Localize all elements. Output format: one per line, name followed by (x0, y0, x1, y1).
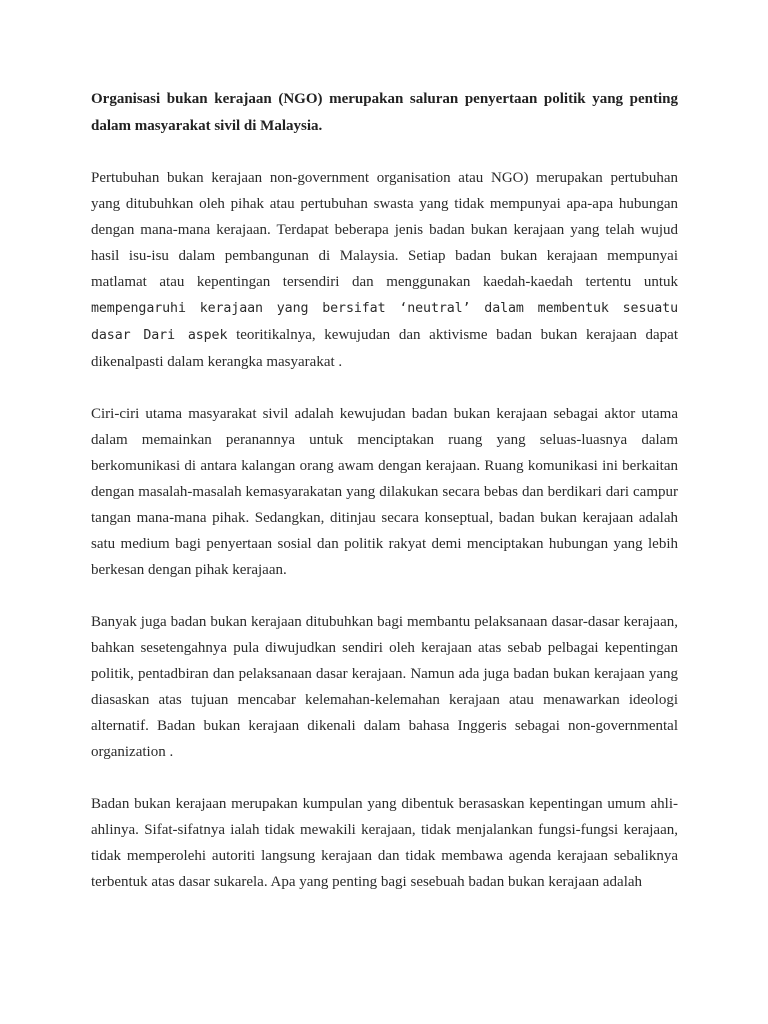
paragraph-1-mono-line: mempengaruhi kerajaan yang bersifat ‘neutral’ dalam membentuk sesuatu dasar Dari aspek (91, 301, 678, 343)
document-title: Organisasi bukan kerajaan (NGO) merupakan saluran penyertaan politik yang penting dalam masyarakat sivil di Malaysia. (91, 91, 678, 134)
paragraph-1-text-end: teoritikalnya, kewujudan dan aktivisme badan bukan kerajaan dapat dikenalpasti dalam kerangka masyarakat . (91, 327, 678, 370)
paragraph-2: Ciri-ciri utama masyarakat sivil adalah kewujudan badan bukan kerajaan sebagai aktor utama dalam memainkan peranannya untuk menciptakan ruang yang seluas-luasnya dalam berkomunikasi di antara kalangan orang awam dengan kerajaan. Ruang komunikasi ini berkaitan dengan masalah-masalah kemasyarakatan yang dilakukan secara bebas dan berdikari dari campur tangan mana-mana pihak. Sedangkan, ditinjau secara konseptual, badan bukan kerajaan adalah satu medium bagi penyertaan sosial dan politik rakyat demi menciptakan hubungan yang lebih berkesan dengan pihak kerajaan. (91, 406, 678, 578)
paragraph-1 (91, 165, 678, 375)
document-body (91, 86, 678, 921)
paragraph-3: Banyak juga badan bukan kerajaan ditubuhkan bagi membantu pelaksanaan dasar-dasar kerajaan, bahkan sesetengahnya pula diwujudkan sendiri oleh kerajaan atas sebab pelbagai kepentingan politik, pentadbiran dan pelaksanaan dasar kerajaan. Namun ada juga badan bukan kerajaan yang diasaskan atas tujuan mencabar kelemahan-kelemahan kerajaan atau menawarkan ideologi alternatif. Badan bukan kerajaan dikenali dalam bahasa Inggeris sebagai non-governmental organization . (91, 614, 678, 760)
paragraph-4: Badan bukan kerajaan merupakan kumpulan yang dibentuk berasaskan kepentingan umum ahli-ahlinya. Sifat-sifatnya ialah tidak mewakili kerajaan, tidak menjalankan fungsi-fungsi kerajaan, tidak memperolehi autoriti langsung kerajaan dan tidak membawa agenda kerajaan sebaliknya terbentuk atas dasar sukarela. Apa yang penting bagi sesebuah badan bukan kerajaan adalah (91, 796, 678, 890)
paragraph-1-text-start: Pertubuhan bukan kerajaan non-government organisation atau NGO) merupakan pertubuhan yang ditubuhkan oleh pihak atau pertubuhan swasta yang tidak mempunyai apa-apa hubungan dengan mana-mana kerajaan. Terdapat beberapa jenis badan bukan kerajaan yang telah wujud hasil isu-isu dalam pembangunan di Malaysia. Setiap badan bukan kerajaan mempunyai matlamat atau kepentingan tersendiri dan menggunakan kaedah-kaedah tertentu untuk (91, 170, 678, 290)
